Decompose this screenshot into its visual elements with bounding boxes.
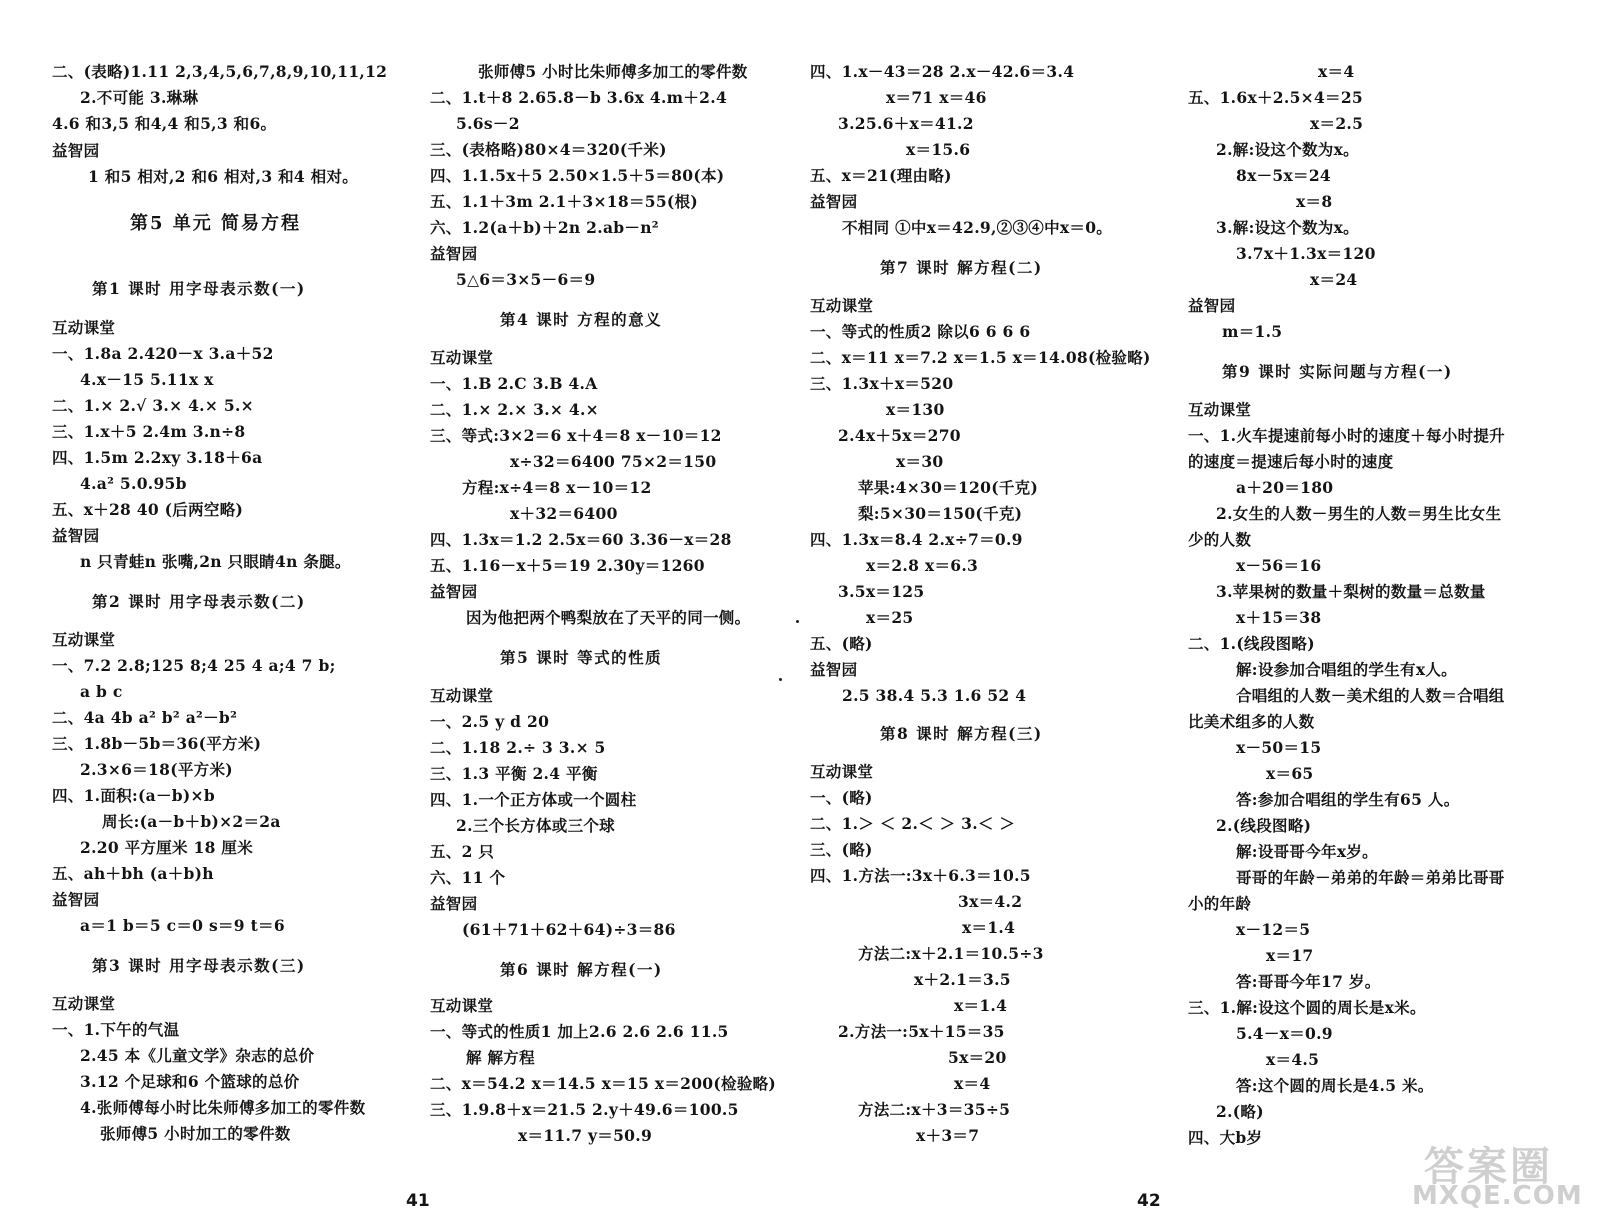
answer-line: x＝25 — [866, 608, 914, 627]
answer-line: x＋3＝7 — [916, 1126, 980, 1145]
answer-line: 解 解方程 — [466, 1048, 535, 1067]
answer-line: 四、1.方法一:3x＋6.3＝10.5 — [810, 866, 1031, 885]
answer-line: 解:设哥哥今年x岁。 — [1236, 842, 1378, 861]
section-heading: 互动课堂 — [430, 348, 494, 367]
section-heading: 互动课堂 — [810, 762, 874, 781]
answer-line: x＝71 x＝46 — [886, 88, 987, 107]
answer-line: 2.(略) — [1216, 1102, 1264, 1121]
watermark-logo — [1404, 1135, 1584, 1211]
answer-line: 四、1.x－43＝28 2.x－42.6＝3.4 — [810, 62, 1075, 81]
lesson-heading: 第6 课时 解方程(一) — [500, 960, 663, 979]
answer-line: n 只青蛙n 张嘴,2n 只眼睛4n 条腿。 — [80, 552, 351, 571]
answer-line: 2.3×6＝18(平方米) — [80, 760, 233, 779]
answer-line: 三、1.3 平衡 2.4 平衡 — [430, 764, 598, 783]
section-heading: 益智园 — [430, 894, 478, 913]
answer-line: 梨:5×30＝150(千克) — [858, 504, 1023, 523]
answer-line: x＝130 — [886, 400, 945, 419]
answer-line: x－50＝15 — [1236, 738, 1322, 757]
answer-line: 4.x－15 5.11x x — [80, 370, 214, 389]
answer-line: 五、ah＋bh (a＋b)h — [52, 864, 214, 883]
answer-line: 答:这个圆的周长是4.5 米。 — [1236, 1076, 1434, 1095]
section-heading: 益智园 — [52, 890, 100, 909]
answer-line: 解:设参加合唱组的学生有x人。 — [1236, 660, 1457, 679]
answer-line: x＝17 — [1266, 946, 1314, 965]
answer-line: 小的年龄 — [1188, 894, 1252, 913]
answer-line: 一、(略) — [810, 788, 873, 807]
answer-line: x÷32＝6400 75×2＝150 — [510, 452, 717, 471]
answer-line: 8x－5x＝24 — [1236, 166, 1332, 185]
answer-line: 四、1.面积:(a－b)×b — [52, 786, 215, 805]
answer-line: x＝15.6 — [906, 140, 971, 159]
answer-line: 五、(略) — [810, 634, 873, 653]
section-heading: 互动课堂 — [810, 296, 874, 315]
answer-line: x＝30 — [896, 452, 944, 471]
section-heading: 益智园 — [52, 141, 100, 160]
answer-line: 一、7.2 2.8;125 8;4 25 4 a;4 7 b; — [52, 656, 336, 675]
answer-line: 4.a² 5.0.95b — [80, 474, 187, 493]
answer-line: 二、4a 4b a² b² a²－b² — [52, 708, 238, 727]
answer-line: 3.解:设这个数为x。 — [1216, 218, 1359, 237]
answer-line: 2.5 38.4 5.3 1.6 52 4 — [842, 686, 1027, 705]
answer-line: 4.6 和3,5 和4,4 和5,3 和6。 — [52, 114, 277, 133]
answer-line: m＝1.5 — [1222, 322, 1283, 341]
answer-line: 3.苹果树的数量＋梨树的数量＝总数量 — [1216, 582, 1486, 601]
answer-line: 2.三个长方体或三个球 — [456, 816, 615, 835]
answer-line: 五、1.6x＋2.5×4＝25 — [1188, 88, 1364, 107]
answer-line: 三、(略) — [810, 840, 873, 859]
answer-line: 一、1.B 2.C 3.B 4.A — [430, 374, 598, 393]
answer-line: 一、1.火车提速前每小时的速度＋每小时提升 — [1188, 426, 1505, 445]
answer-line: 2.4x＋5x＝270 — [838, 426, 961, 445]
answer-line: 5.6s－2 — [456, 114, 520, 133]
section-heading: 益智园 — [810, 660, 858, 679]
answer-line: 3.12 个足球和6 个篮球的总价 — [80, 1072, 300, 1091]
answer-line: x＝11.7 y＝50.9 — [518, 1126, 653, 1145]
unit-title: 第5 单元 简易方程 — [130, 213, 302, 234]
answer-line: 哥哥的年龄－弟弟的年龄＝弟弟比哥哥 — [1236, 868, 1505, 887]
answer-line: 2.方法一:5x＋15＝35 — [838, 1022, 1005, 1041]
scan-dot — [796, 620, 799, 623]
answer-line: 一、等式的性质1 加上2.6 2.6 2.6 11.5 — [430, 1022, 729, 1041]
answer-line: 三、(表格略)80×4＝320(千米) — [430, 140, 667, 159]
answer-line: 五、x＝21(理由略) — [810, 166, 952, 185]
answer-line: 一、1.下午的气温 — [52, 1020, 180, 1039]
answer-line: x＝1.4 — [954, 996, 1008, 1015]
lesson-heading: 第3 课时 用字母表示数(三) — [92, 956, 306, 975]
section-heading: 互动课堂 — [52, 630, 116, 649]
answer-line: 5.4－x＝0.9 — [1236, 1024, 1333, 1043]
answer-line: x＝4 — [1318, 62, 1355, 81]
answer-line: 四、1.5m 2.2xy 3.18＋6a — [52, 448, 263, 467]
answer-line: 2.女生的人数－男生的人数＝男生比女生 — [1216, 504, 1502, 523]
answer-line: x＝4 — [954, 1074, 991, 1093]
answer-line: 六、1.2(a＋b)＋2n 2.ab－n² — [430, 218, 659, 237]
watermark-chinese: 答案圈 — [1424, 1144, 1553, 1190]
answer-line: 张师傅5 小时加工的零件数 — [100, 1124, 291, 1143]
answer-line: x＝24 — [1310, 270, 1358, 289]
answer-line: a b c — [80, 682, 123, 701]
section-heading: 益智园 — [430, 582, 478, 601]
answer-line: 四、1.3x＝8.4 2.x÷7＝0.9 — [810, 530, 1023, 549]
answer-line: 2.不可能 3.琳琳 — [80, 88, 199, 107]
lesson-heading: 第2 课时 用字母表示数(二) — [92, 592, 306, 611]
answer-line: 苹果:4×30＝120(千克) — [858, 478, 1039, 497]
answer-line: 答:参加合唱组的学生有65 人。 — [1236, 790, 1460, 809]
answer-line: 三、1.解:设这个圆的周长是x米。 — [1188, 998, 1426, 1017]
answer-line: 三、1.9.8＋x＝21.5 2.y＋49.6＝100.5 — [430, 1100, 739, 1119]
answer-line: x－12＝5 — [1236, 920, 1311, 939]
answer-line: 比美术组多的人数 — [1188, 712, 1315, 731]
answer-line: a＝1 b＝5 c＝0 s＝9 t＝6 — [80, 916, 285, 935]
answer-line: 三、1.3x＋x＝520 — [810, 374, 954, 393]
answer-line: a＋20＝180 — [1236, 478, 1334, 497]
answer-line: x＋2.1＝3.5 — [914, 970, 1011, 989]
answer-line: 3x＝4.2 — [958, 892, 1023, 911]
answer-line: x＝8 — [1296, 192, 1333, 211]
answer-line: 5x＝20 — [948, 1048, 1007, 1067]
answer-line: 2.45 本《儿童文学》杂志的总价 — [80, 1046, 315, 1065]
answer-line: 三、1.x＋5 2.4m 3.n÷8 — [52, 422, 246, 441]
answer-line: 3.7x＋1.3x＝120 — [1236, 244, 1376, 263]
answer-line: 五、1.16－x＋5＝19 2.30y＝1260 — [430, 556, 705, 575]
lesson-heading: 第5 课时 等式的性质 — [500, 648, 663, 667]
answer-line: 合唱组的人数－美术组的人数＝合唱组 — [1236, 686, 1505, 705]
section-heading: 互动课堂 — [52, 318, 116, 337]
answer-line: 2.解:设这个数为x。 — [1216, 140, 1359, 159]
section-heading: 益智园 — [430, 244, 478, 263]
answer-line: x－56＝16 — [1236, 556, 1322, 575]
section-heading: 互动课堂 — [430, 686, 494, 705]
answer-line: 一、2.5 y d 20 — [430, 712, 550, 731]
answer-line: x＝65 — [1266, 764, 1314, 783]
section-heading: 益智园 — [1188, 296, 1236, 315]
answer-line: 四、1.3x＝1.2 2.5x＝60 3.36－x＝28 — [430, 530, 732, 549]
answer-line: 因为他把两个鸭梨放在了天平的同一侧。 — [466, 608, 751, 627]
answer-line: 二、1.＞ ＜ 2.＜ ＞ 3.＜ ＞ — [810, 814, 1016, 833]
answer-line: 不相同 ①中x＝42.9,②③④中x＝0。 — [842, 218, 1113, 237]
section-heading: 互动课堂 — [430, 996, 494, 1015]
answer-line: 方程:x÷4＝8 x－10＝12 — [462, 478, 652, 497]
answer-line: 二、1.t＋8 2.65.8－b 3.6x 4.m＋2.4 — [430, 88, 728, 107]
lesson-heading: 第4 课时 方程的意义 — [500, 310, 663, 329]
lesson-heading: 第8 课时 解方程(三) — [880, 724, 1043, 743]
answer-line: x＝2.8 x＝6.3 — [866, 556, 979, 575]
answer-line: 2.20 平方厘米 18 厘米 — [80, 838, 254, 857]
answer-line: 5△6＝3×5－6＝9 — [456, 270, 596, 289]
page-number-right: 42 — [1137, 1191, 1161, 1211]
answer-line: x＝4.5 — [1266, 1050, 1320, 1069]
lesson-heading: 第7 课时 解方程(二) — [880, 258, 1043, 277]
section-heading: 益智园 — [810, 192, 858, 211]
answer-line: 二、1.18 2.÷ 3 3.× 5 — [430, 738, 606, 757]
answer-line: 五、2 只 — [430, 842, 495, 861]
answer-line: 二、1.(线段图略) — [1188, 634, 1315, 653]
answer-line: 4.张师傅每小时比朱师傅多加工的零件数 — [80, 1098, 366, 1117]
answer-line: 三、等式:3×2＝6 x＋4＝8 x－10＝12 — [430, 426, 722, 445]
answer-line: 四、大b岁 — [1188, 1128, 1263, 1147]
answer-line: 五、1.1＋3m 2.1＋3×18＝55(根) — [430, 192, 698, 211]
answer-line: 二、1.× 2.√ 3.× 4.× 5.× — [52, 396, 254, 415]
answer-line: 1 和5 相对,2 和6 相对,3 和4 相对。 — [88, 167, 359, 186]
answer-line: 方法二:x＋3＝35÷5 — [858, 1100, 1011, 1119]
answer-line: 四、1.一个正方体或一个圆柱 — [430, 790, 637, 809]
page-number-left: 41 — [406, 1191, 430, 1211]
answer-line: 二、1.× 2.× 3.× 4.× — [430, 400, 599, 419]
answer-line: 一、1.8a 2.420－x 3.a＋52 — [52, 344, 274, 363]
answer-line: 二、(表略)1.11 2,3,4,5,6,7,8,9,10,11,12 — [52, 62, 388, 81]
answer-line: x＝1.4 — [962, 918, 1016, 937]
answer-line: 3.5x＝125 — [838, 582, 925, 601]
section-heading: 互动课堂 — [1188, 400, 1252, 419]
answer-line: 少的人数 — [1188, 530, 1252, 549]
watermark-domain: MXQE.COM — [1412, 1181, 1583, 1211]
answer-line: 一、等式的性质2 除以6 6 6 6 — [810, 322, 1031, 341]
answer-line: 周长:(a－b＋b)×2＝2a — [102, 812, 281, 831]
lesson-heading: 第1 课时 用字母表示数(一) — [92, 279, 306, 298]
answer-line: 张师傅5 小时比朱师傅多加工的零件数 — [478, 62, 748, 81]
answer-line: 3.25.6＋x＝41.2 — [838, 114, 974, 133]
lesson-heading: 第9 课时 实际问题与方程(一) — [1222, 362, 1453, 381]
answer-line: 六、11 个 — [430, 868, 506, 887]
answer-line: 方法二:x＋2.1＝10.5÷3 — [858, 944, 1044, 963]
answer-line: 2.(线段图略) — [1216, 816, 1312, 835]
answer-line: 的速度＝提速后每小时的速度 — [1188, 452, 1394, 471]
scan-dot — [779, 678, 782, 681]
answer-line: x＋32＝6400 — [510, 504, 618, 523]
answer-line: 四、1.1.5x＋5 2.50×1.5＋5＝80(本) — [430, 166, 725, 185]
answer-line: 三、1.8b－5b＝36(平方米) — [52, 734, 262, 753]
answer-line: 二、x＝11 x＝7.2 x＝1.5 x＝14.08(检验略) — [810, 348, 1151, 367]
answer-line: x＋15＝38 — [1236, 608, 1322, 627]
answer-line: 五、x＋28 40 (后两空略) — [52, 500, 244, 519]
section-heading: 互动课堂 — [52, 994, 116, 1013]
answer-line: x＝2.5 — [1310, 114, 1364, 133]
answer-line: 二、x＝54.2 x＝14.5 x＝15 x＝200(检验略) — [430, 1074, 777, 1093]
answer-line: (61＋71＋62＋64)÷3＝86 — [462, 920, 676, 939]
answer-line: 答:哥哥今年17 岁。 — [1236, 972, 1381, 991]
section-heading: 益智园 — [52, 526, 100, 545]
